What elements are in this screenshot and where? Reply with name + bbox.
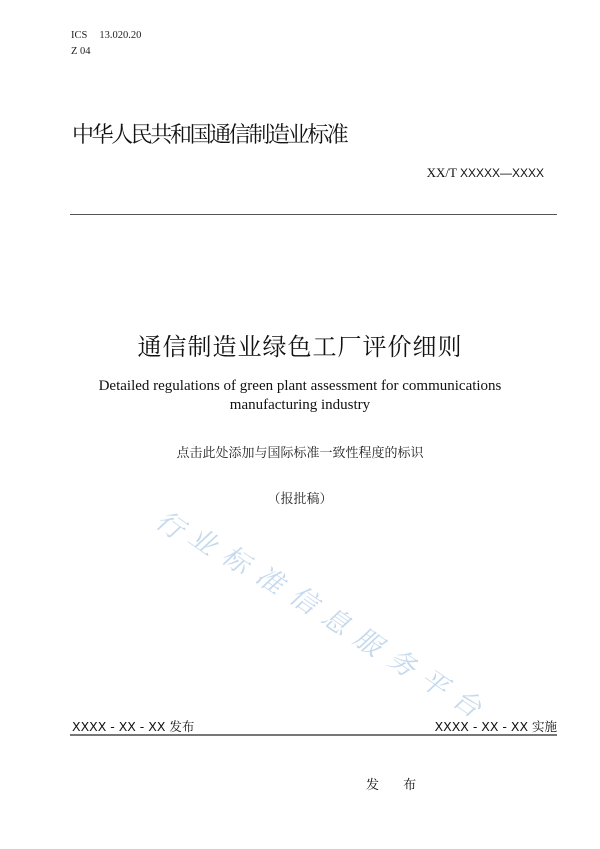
header-divider — [70, 214, 557, 215]
ccs-classification: Z 04 — [71, 46, 91, 57]
watermark-char: 信 — [282, 583, 328, 621]
draft-stage-label: （报批稿） — [267, 492, 333, 507]
international-consistency-placeholder[interactable]: 点击此处添加与国际标准一致性程度的标识 — [176, 446, 424, 461]
ics-label: ICS — [71, 30, 88, 41]
publisher-line: 发 布 — [366, 778, 427, 793]
watermark-char: 准 — [248, 563, 294, 601]
watermark-char: 业 — [181, 524, 227, 562]
document-title-english: Detailed regulations of green plant assessment for communications manufacturing industry — [98, 378, 502, 413]
watermark-char: 行 — [148, 508, 194, 546]
watermark-char: 台 — [445, 686, 491, 724]
standard-number-prefix: XX/T — [426, 165, 460, 180]
issuing-body-title: 中华人民共和国通信制造业标准 — [72, 123, 347, 148]
standard-number-suffix: XXXXX—XXXX — [459, 166, 544, 180]
watermark-char: 服 — [346, 625, 392, 663]
document-title-chinese: 通信制造业绿色工厂评价细则 — [137, 333, 463, 361]
watermark-char: 息 — [314, 604, 360, 642]
watermark — [148, 505, 520, 724]
watermark-char: 务 — [380, 646, 426, 684]
footer-divider — [70, 734, 557, 736]
watermark-char: 标 — [214, 543, 260, 581]
release-date: XXXX - XX - XX 发布 — [72, 719, 195, 734]
ics-classification — [71, 30, 141, 42]
ics-code: 13.020.20 — [99, 30, 142, 41]
standard-number — [427, 165, 544, 181]
watermark-char: 平 — [412, 666, 458, 704]
implementation-date: XXXX - XX - XX 实施 — [434, 719, 557, 734]
